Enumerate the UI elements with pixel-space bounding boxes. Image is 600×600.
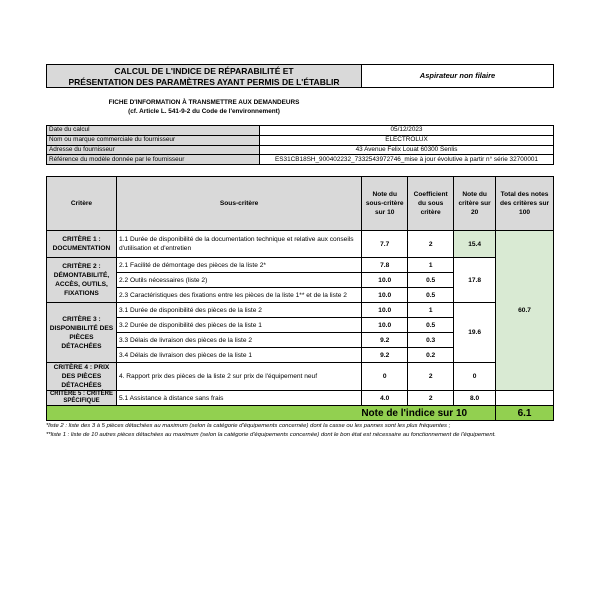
sub-note: 10.0 [362,318,408,333]
sub-coef: 2 [408,231,454,258]
sub-criterion: 2.1 Facilité de démontage des pièces de la liste 2* [116,258,361,273]
table-row [47,231,554,258]
sub-criterion: 5.1 Assistance à distance sans frais [116,391,361,406]
sub-coef: 0.5 [408,273,454,288]
empty-cell [496,391,554,406]
table-row [47,258,554,273]
criterion-2-score: 17.8 [454,258,496,303]
title-line-1: CALCUL DE L'INDICE DE RÉPARABILITÉ ET [114,66,294,76]
subheader-line-2: (cf. Article L. 541-9-2 du Code de l'environnement) [128,108,280,115]
sub-note: 7.7 [362,231,408,258]
sub-coef: 0.5 [408,318,454,333]
sub-coef: 0.2 [408,348,454,363]
footnote-1: *liste 2 : liste des 3 à 5 pièces détachées au maximum (selon la catégorie d'équipements concernée) dont la casse ou les pannes sont les plus fréquentes ; [46,423,451,429]
table-header-row [47,177,554,231]
info-label: Nom ou marque commerciale du fournisseur [47,135,260,145]
sub-coef: 2 [408,363,454,391]
sub-coef: 1 [408,303,454,318]
info-value: 05/12/2023 [260,126,554,136]
footnotes [46,422,558,440]
sub-note: 7.8 [362,258,408,273]
sub-coef: 0.3 [408,333,454,348]
info-label: Référence du modèle donnée par le fournisseur [47,155,260,165]
criterion-3-label: CRITÈRE 3 : DISPONIBILITÉ DES PIÈCES DÉTACHÉES [47,303,117,363]
sub-note: 0 [362,363,408,391]
final-score-row [47,406,554,421]
repairability-table [46,176,554,421]
info-row [47,155,554,165]
sub-criterion: 4. Rapport prix des pièces de la liste 2 sur prix de l'équipement neuf [116,363,361,391]
header-sous-critere: Sous-critère [116,177,361,231]
header-critere: Critère [47,177,117,231]
header-note-critere: Note du critère sur 20 [454,177,496,231]
criterion-2-label: CRITÈRE 2 : DÉMONTABILITÉ, ACCÈS, OUTILS, FIXATIONS [47,258,117,303]
sub-criterion: 2.2 Outils nécessaires (liste 2) [116,273,361,288]
criterion-5-score: 8.0 [454,391,496,406]
document-title [46,64,362,88]
sub-coef: 2 [408,391,454,406]
sub-criterion: 3.4 Délais de livraison des pièces de la liste 1 [116,348,361,363]
info-value: ES31CB18SH_900402232_7332543972746_mise à jour évolutive à partir n° série 32700001 [260,155,554,165]
sub-note: 10.0 [362,288,408,303]
info-value: ELECTROLUX [260,135,554,145]
final-score-label: Note de l'indice sur 10 [47,406,496,421]
title-line-2: PRÉSENTATION DES PARAMÈTRES AYANT PERMIS DE L'ÉTABLIR [68,77,340,87]
criterion-1-score: 15.4 [454,231,496,258]
product-type: Aspirateur non filaire [362,64,554,88]
info-row [47,126,554,136]
sub-criterion: 2.3 Caractéristiques des fixations entre les pièces de la liste 1** et de la liste 2 [116,288,361,303]
sub-note: 10.0 [362,273,408,288]
sub-coef: 1 [408,258,454,273]
table-row [47,303,554,318]
subheader [46,98,362,116]
criterion-1-label: CRITÈRE 1 : DOCUMENTATION [47,231,117,258]
info-value: 43 Avenue Felix Louat 60300 Senlis [260,145,554,155]
header-note-sous-critere: Note du sous-critère sur 10 [362,177,408,231]
footnote-2: **liste 1 : liste de 10 autres pièces détachées au maximum (selon la catégorie d'équipements concernée) dont le bon état est nécessaire au fonctionnement de l'équipement. [46,432,496,438]
criterion-4-score: 0 [454,363,496,391]
sub-note: 4.0 [362,391,408,406]
sub-note: 10.0 [362,303,408,318]
info-row [47,145,554,155]
supplier-info-table [46,125,554,165]
criterion-5-label: CRITÈRE 5 : CRITÈRE SPÉCIFIQUE [47,391,117,406]
sub-criterion: 1.1 Durée de disponibilité de la documentation technique et relative aux conseils d'utilisation et d'entretien [116,231,361,258]
table-row [47,391,554,406]
sub-note: 9.2 [362,348,408,363]
info-label: Adresse du fournisseur [47,145,260,155]
header-total: Total des notes des critères sur 100 [496,177,554,231]
sub-criterion: 3.1 Durée de disponibilité des pièces de la liste 2 [116,303,361,318]
header-coefficient: Coefficient du sous critère [408,177,454,231]
sub-note: 9.2 [362,333,408,348]
subheader-line-1: FICHE D'INFORMATION À TRANSMETTRE AUX DEMANDEURS [108,99,300,106]
final-score-value: 6.1 [496,406,554,421]
info-row [47,135,554,145]
criterion-3-score: 19.6 [454,303,496,363]
criterion-4-label: CRITÈRE 4 : PRIX DES PIÈCES DÉTACHÉES [47,363,117,391]
sub-criterion: 3.2 Durée de disponibilité des pièces de la liste 1 [116,318,361,333]
sub-criterion: 3.3 Délais de livraison des pièces de la liste 2 [116,333,361,348]
total-score: 60.7 [496,231,554,391]
sub-coef: 0.5 [408,288,454,303]
info-label: Date du calcul [47,126,260,136]
table-row [47,363,554,391]
